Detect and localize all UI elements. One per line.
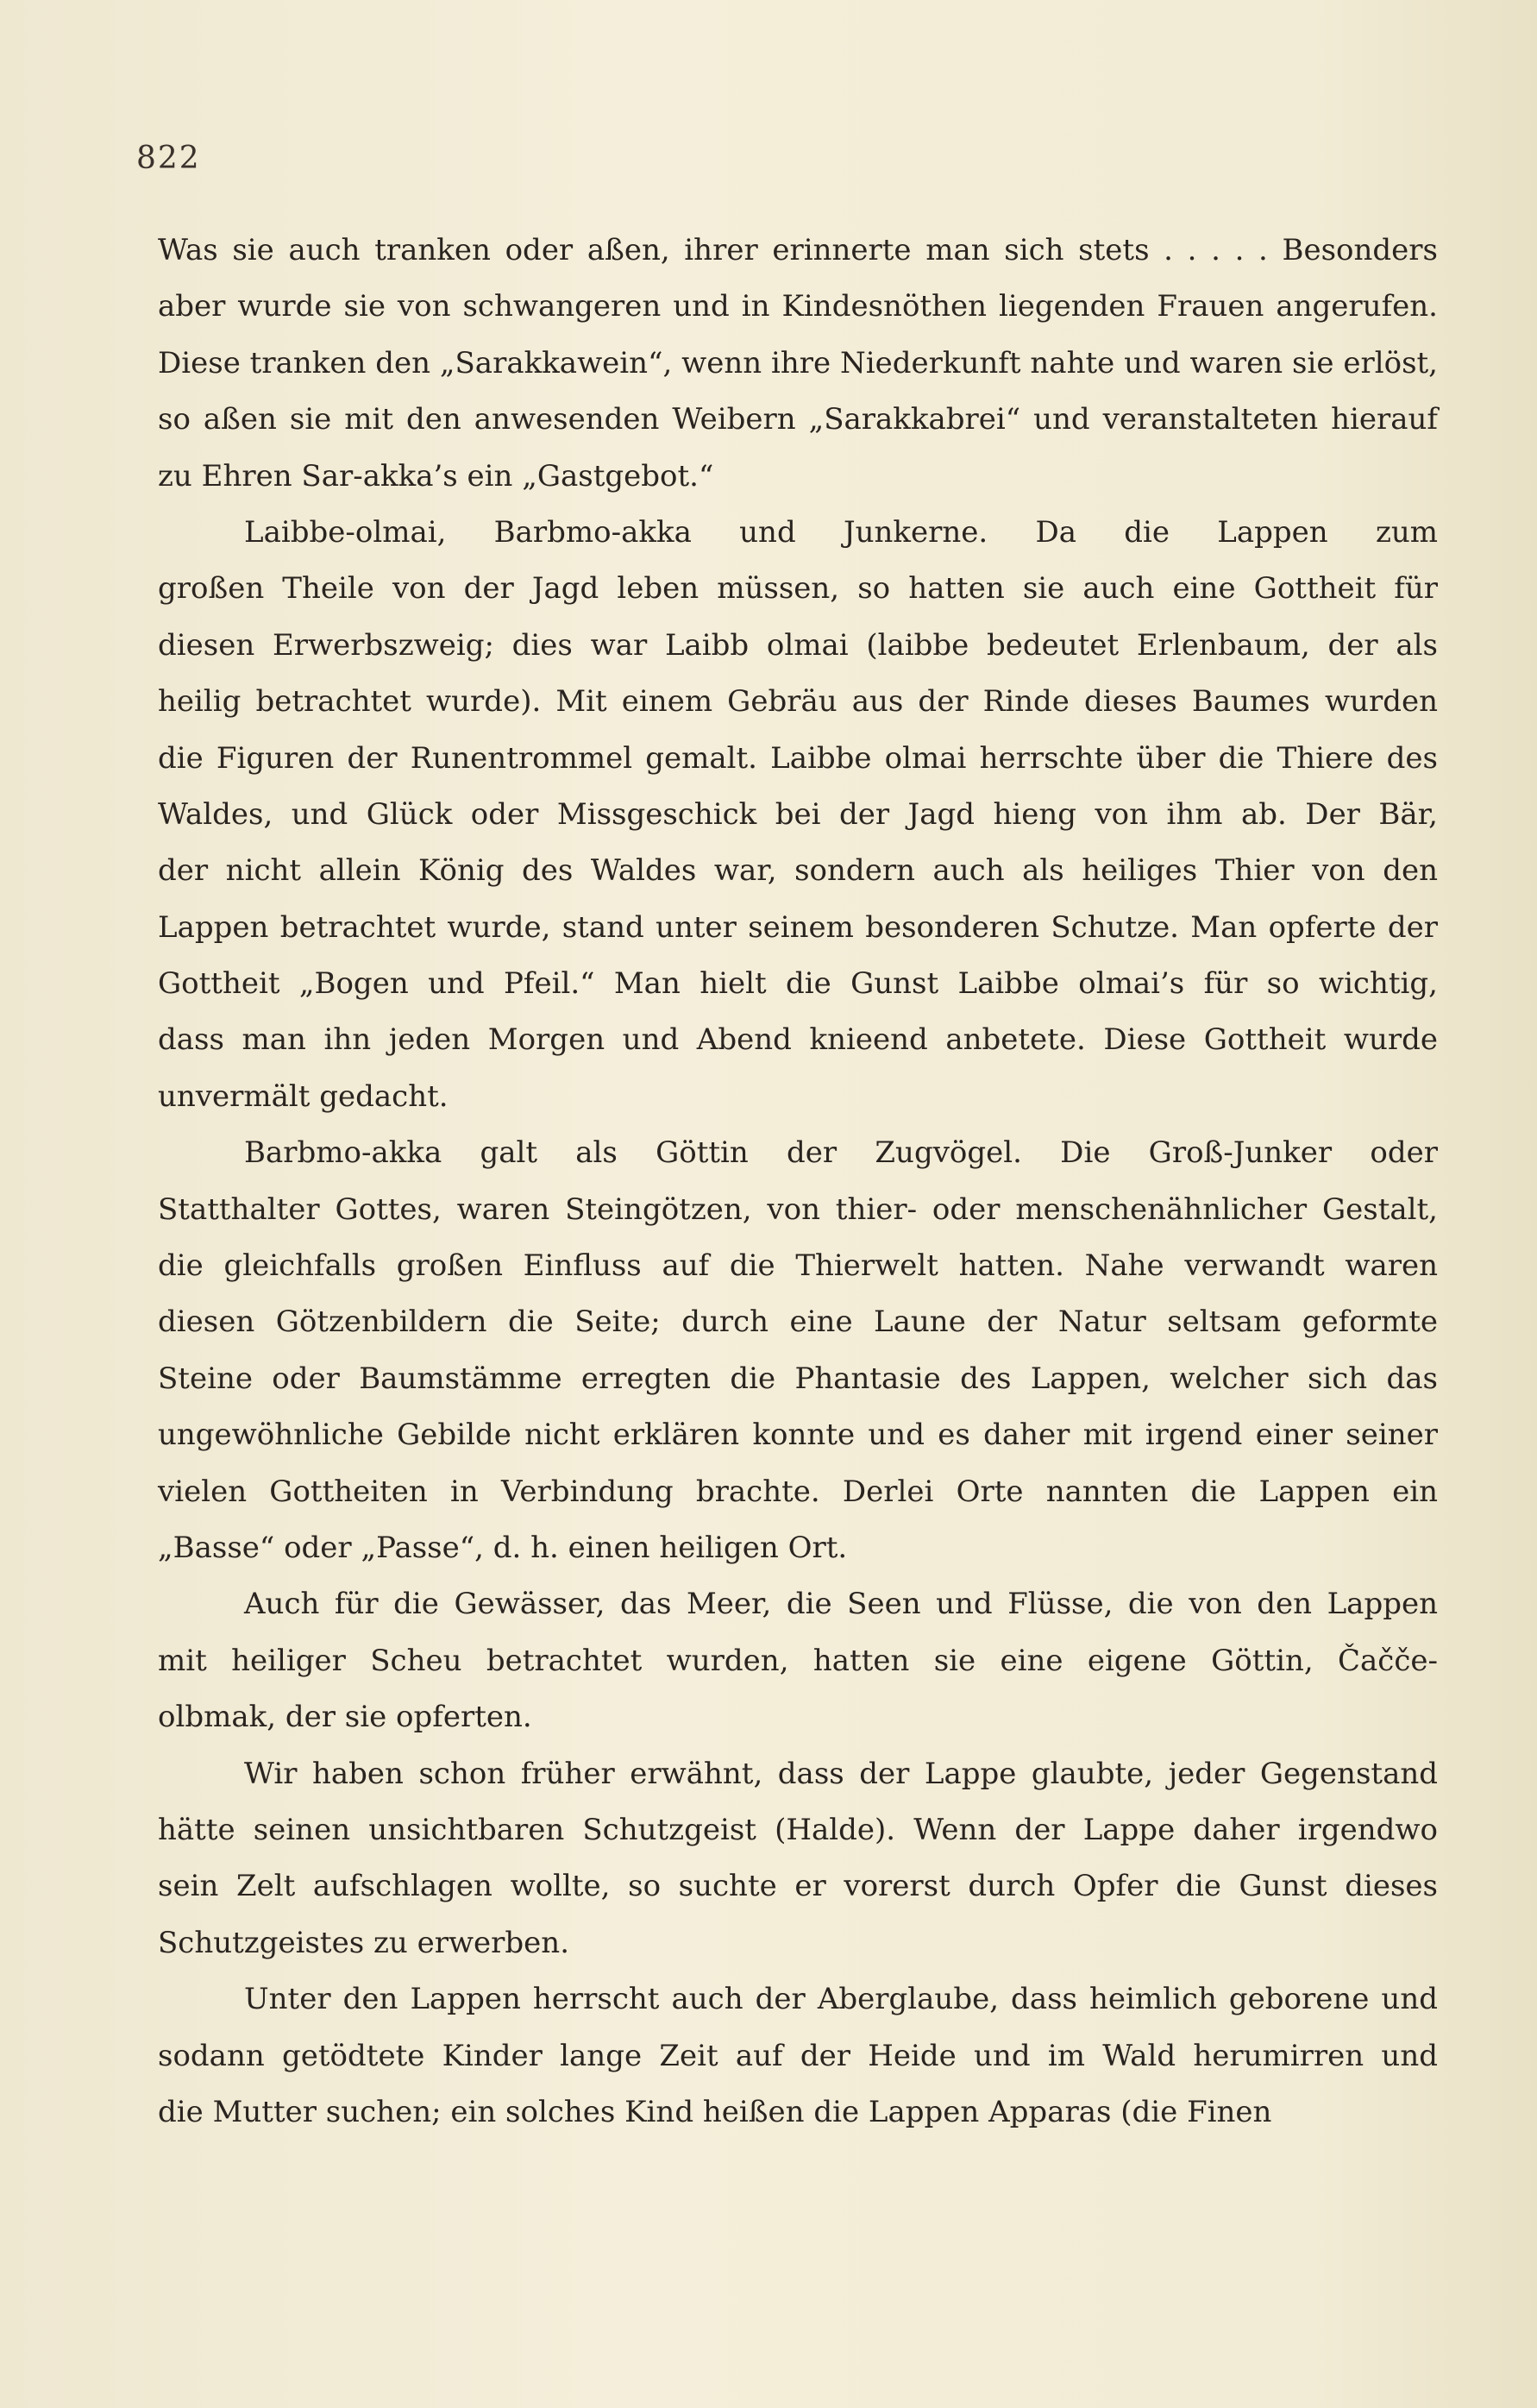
text-line: Auch für die Gewässer, das Meer, die Seen und Flüsse, die von den Lappen	[244, 1587, 1438, 1622]
text-line: hätte seinen unsichtbaren Schutzgeist (Halde). Wenn der Lappe daher irgendwo	[158, 1812, 1438, 1847]
text-line: zu Ehren Sar-akka’s ein „Gastgebot.“	[158, 458, 714, 494]
text-line: die gleichfalls großen Einfluss auf die Thierwelt hatten. Nahe verwandt waren	[158, 1248, 1438, 1284]
text-line: so aßen sie mit den anwesenden Weibern „Sarakkabrei“ und veranstalteten hierauf	[158, 402, 1438, 437]
text-line: der nicht allein König des Waldes war, sondern auch als heiliges Thier von den	[158, 853, 1438, 889]
text-line: Gottheit „Bogen und Pfeil.“ Man hielt die Gunst Laibbe olmai’s für so wichtig,	[158, 966, 1438, 1002]
text-line: ungewöhnliche Gebilde nicht erklären konnte und es daher mit irgend einer seiner	[158, 1418, 1438, 1453]
text-line: sein Zelt aufschlagen wollte, so suchte er vorerst durch Opfer die Gunst dieses	[158, 1869, 1438, 1904]
paragraph	[158, 1125, 1438, 1576]
text-line: aber wurde sie von schwangeren und in Kindesnöthen liegenden Frauen angerufen.	[158, 289, 1438, 324]
text-line: Diese tranken den „Sarakkawein“, wenn ihre Niederkunft nahte und waren sie erlöst,	[158, 345, 1438, 380]
text-line: „Basse“ oder „Passe“, d. h. einen heiligen Ort.	[158, 1530, 848, 1565]
text-line: vielen Gottheiten in Verbindung brachte. Derlei Orte nannten die Lappen ein	[158, 1474, 1438, 1509]
text-line: diesen Erwerbszweig; dies war Laibb olmai (laibbe bedeutet Erlenbaum, der als	[158, 627, 1438, 663]
text-line: mit heiliger Scheu betrachtet wurden, hatten sie eine eigene Göttin, Čačče-	[158, 1643, 1438, 1678]
text-line: die Mutter suchen; ein solches Kind heißen die Lappen Apparas (die Finen	[158, 2094, 1272, 2129]
text-line: dass man ihn jeden Morgen und Abend knieend anbetete. Diese Gottheit wurde	[158, 1022, 1438, 1058]
paragraph	[158, 1746, 1438, 1972]
text-line: großen Theile von der Jagd leben müssen, so hatten sie auch eine Gottheit für	[158, 571, 1438, 607]
text-line: Wir haben schon früher erwähnt, dass der Lappe glaubte, jeder Gegenstand	[244, 1756, 1438, 1791]
text-line: Unter den Lappen herrscht auch der Aberglaube, dass heimlich geborene und	[244, 1982, 1438, 2017]
body-text	[158, 223, 1438, 2141]
paragraph	[158, 223, 1438, 505]
text-line: Schutzgeistes zu erwerben.	[158, 1925, 570, 1960]
text-line: diesen Götzenbildern die Seite; durch eine Laune der Natur seltsam geformte	[158, 1305, 1438, 1340]
text-line: Laibbe-olmai, Barbmo-akka und Junkerne. Da die Lappen zum	[244, 514, 1438, 550]
text-line: Barbmo-akka galt als Göttin der Zugvögel. Die Groß-Junker oder	[244, 1135, 1438, 1171]
text-line: unvermält gedacht.	[158, 1078, 449, 1114]
text-line: Lappen betrachtet wurde, stand unter seinem besonderen Schutze. Man opferte der	[158, 909, 1438, 945]
text-line: Was sie auch tranken oder aßen, ihrer erinnerte man sich stets . . . . . Besonders	[158, 233, 1438, 267]
text-line: heilig betrachtet wurde). Mit einem Gebräu aus der Rinde dieses Baumes wurden	[158, 684, 1438, 720]
text-line: die Figuren der Runentrommel gemalt. Laibbe olmai herrschte über die Thiere des	[158, 740, 1438, 776]
paragraph	[158, 1971, 1438, 2141]
text-line: Steine oder Baumstämme erregten die Phantasie des Lappen, welcher sich das	[158, 1361, 1438, 1396]
text-line: Statthalter Gottes, waren Steingötzen, von thier- oder menschenähnlicher Gestalt,	[158, 1191, 1438, 1227]
paragraph	[158, 1576, 1438, 1745]
page-number: 822	[136, 141, 201, 176]
text-line: Waldes, und Glück oder Missgeschick bei der Jagd hieng von ihm ab. Der Bär,	[158, 796, 1438, 832]
text-line: sodann getödtete Kinder lange Zeit auf der Heide und im Wald herumirren und	[158, 2038, 1438, 2073]
text-line: olbmak, der sie opferten.	[158, 1700, 532, 1735]
paragraph	[158, 505, 1438, 1125]
